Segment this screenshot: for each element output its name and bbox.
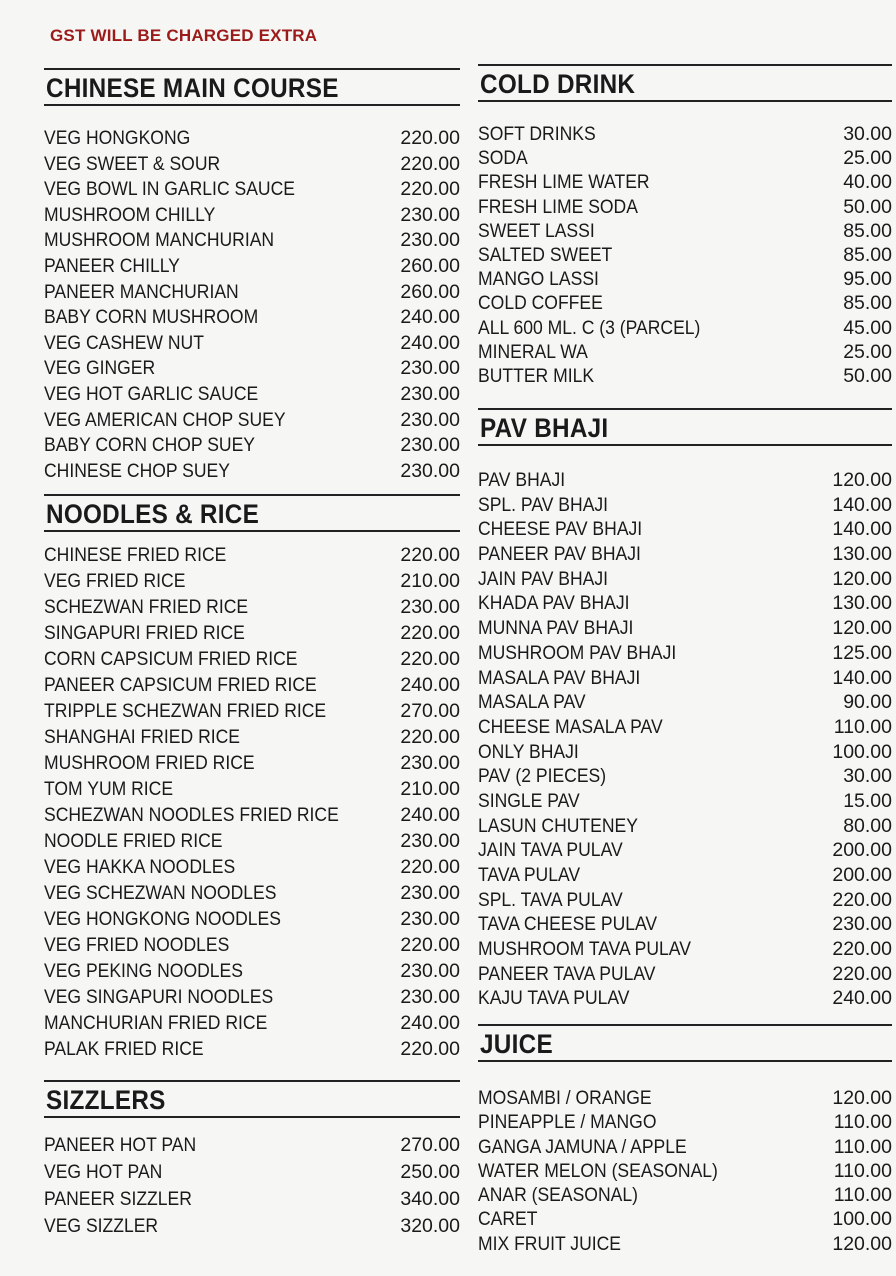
menu-item-name: VEG PEKING NOODLES: [44, 960, 243, 982]
menu-item: [478, 937, 892, 962]
menu-item: [44, 433, 460, 459]
menu-item-name: MASALA PAV BHAJI: [478, 666, 641, 689]
menu-item: [44, 984, 460, 1010]
menu-item-name: PANEER MANCHURIAN: [44, 280, 239, 303]
menu-item-price: 230.00: [400, 229, 460, 252]
menu-item-name: KHADA PAV BHAJI: [478, 592, 630, 615]
menu-item: [478, 316, 892, 340]
menu-item: [478, 912, 892, 937]
menu-item-name: MIX FRUIT JUICE: [478, 1232, 622, 1255]
menu-item-name: SODA: [478, 147, 528, 170]
section-title: SIZZLERS: [46, 1085, 166, 1115]
menu-item-name: SPL. TAVA PULAV: [478, 888, 623, 911]
menu-item-name: SINGAPURI FRIED RICE: [44, 622, 245, 644]
menu-item: [478, 1232, 892, 1256]
menu-item: [44, 305, 460, 331]
menu-item-price: 270.00: [400, 700, 460, 722]
menu-item: [44, 1213, 460, 1240]
menu-item-name: VEG HONGKONG: [44, 127, 191, 149]
menu-item-name: MUSHROOM TAVA PULAV: [478, 938, 691, 961]
menu-item-price: 220.00: [400, 152, 460, 175]
menu-item-price: 100.00: [832, 1208, 892, 1231]
menu-item-name: TRIPPLE SCHEZWAN FRIED RICE: [44, 700, 327, 722]
menu-item-price: 220.00: [832, 888, 892, 911]
menu-item-name: KAJU TAVA PULAV: [478, 987, 630, 1010]
menu-item: [44, 568, 460, 594]
menu-item-price: 110.00: [833, 715, 892, 738]
menu-item-price: 95.00: [843, 268, 892, 291]
menu-item-price: 230.00: [400, 357, 460, 380]
menu-item: [478, 146, 892, 170]
menu-item-name: BUTTER MILK: [478, 364, 595, 387]
menu-item-name: CORN CAPSICUM FRIED RICE: [44, 648, 298, 670]
menu-item-price: 80.00: [843, 814, 892, 837]
menu-item: [44, 698, 460, 724]
menu-item-price: 230.00: [400, 908, 460, 930]
menu-item-price: 230.00: [832, 913, 892, 936]
menu-item-name: VEG GINGER: [44, 357, 156, 380]
menu-item-price: 230.00: [400, 203, 460, 226]
menu-item: [478, 291, 892, 315]
menu-item-price: 110.00: [833, 1111, 892, 1134]
menu-item-price: 220.00: [400, 934, 460, 956]
menu-item: [44, 152, 460, 178]
menu-item-name: VEG HAKKA NOODLES: [44, 856, 236, 878]
menu-item-name: FRESH LIME WATER: [478, 171, 650, 194]
menu-item-name: COLD COFFEE: [478, 292, 603, 315]
menu-item-name: VEG HOT GARLIC SAUCE: [44, 382, 259, 405]
menu-item-price: 220.00: [832, 938, 892, 961]
menu-item-name: PINEAPPLE / MANGO: [478, 1111, 657, 1134]
menu-section: [44, 68, 460, 484]
section-title: JUICE: [480, 1029, 553, 1059]
menu-item-name: MUSHROOM FRIED RICE: [44, 752, 255, 774]
menu-item: [478, 740, 892, 765]
menu-item-list: [478, 1086, 892, 1256]
menu-item-price: 140.00: [832, 518, 892, 541]
menu-item-price: 230.00: [400, 382, 460, 405]
menu-item-price: 230.00: [400, 459, 460, 482]
menu-item: [478, 1207, 892, 1231]
menu-item: [478, 517, 892, 542]
menu-item-name: SALTED SWEET: [478, 243, 613, 266]
menu-item: [44, 1132, 460, 1159]
menu-item-name: NOODLE FRIED RICE: [44, 830, 223, 852]
menu-item-name: TAVA PULAV: [478, 864, 581, 886]
menu-item-name: PANEER HOT PAN: [44, 1134, 197, 1156]
menu-item-name: VEG HONGKONG NOODLES: [44, 908, 281, 930]
menu-item: [44, 750, 460, 776]
menu-item-name: MINERAL WA: [478, 340, 588, 363]
menu-item-name: PAV (2 PIECES): [478, 765, 607, 788]
section-header: [478, 408, 892, 446]
menu-item-name: PALAK FRIED RICE: [44, 1038, 204, 1060]
menu-item-price: 260.00: [400, 254, 460, 277]
section-header: [478, 64, 892, 102]
menu-item-price: 30.00: [843, 765, 892, 788]
menu-item-list: [478, 122, 892, 388]
menu-item-price: 220.00: [400, 1038, 460, 1060]
menu-item: [478, 591, 892, 616]
menu-item-name: SINGLE PAV: [478, 789, 580, 812]
menu-item-name: JAIN PAV BHAJI: [478, 567, 609, 590]
menu-item: [478, 567, 892, 592]
menu-item: [478, 122, 892, 146]
menu-item-price: 240.00: [400, 306, 460, 329]
menu-item-price: 100.00: [832, 740, 892, 763]
menu-item: [478, 1183, 892, 1207]
menu-item-name: VEG SIZZLER: [44, 1215, 159, 1237]
menu-item-price: 110.00: [833, 1184, 892, 1207]
menu-item-price: 240.00: [400, 1012, 460, 1034]
menu-item: [478, 986, 892, 1011]
menu-item-name: VEG FRIED NOODLES: [44, 934, 230, 956]
menu-item-price: 240.00: [400, 804, 460, 826]
menu-item: [478, 542, 892, 567]
menu-item: [478, 863, 892, 888]
menu-item: [44, 646, 460, 672]
menu-item: [478, 789, 892, 814]
menu-item: [44, 1159, 460, 1186]
menu-item-name: TAVA CHEESE PULAV: [478, 913, 658, 936]
menu-item: [478, 267, 892, 291]
section-title: PAV BHAJI: [480, 413, 609, 443]
menu-item-price: 85.00: [843, 243, 892, 266]
menu-item: [478, 641, 892, 666]
menu-item: [44, 382, 460, 408]
menu-item-price: 25.00: [843, 340, 892, 363]
menu-item-name: ANAR (SEASONAL): [478, 1184, 638, 1207]
menu-item-name: PANEER PAV BHAJI: [478, 543, 641, 566]
menu-item-name: ONLY BHAJI: [478, 740, 579, 763]
menu-item-price: 50.00: [843, 364, 892, 387]
menu-item-price: 140.00: [832, 493, 892, 516]
menu-item: [44, 958, 460, 984]
menu-item: [44, 280, 460, 306]
menu-item-name: VEG SWEET & SOUR: [44, 152, 221, 175]
menu-item-price: 220.00: [400, 648, 460, 670]
menu-item-price: 110.00: [833, 1135, 892, 1158]
menu-section: [478, 64, 892, 388]
menu-item-name: MUNNA PAV BHAJI: [478, 617, 634, 640]
menu-item: [478, 493, 892, 518]
menu-item-price: 30.00: [843, 123, 892, 145]
menu-item-name: SOFT DRINKS: [478, 123, 596, 145]
section-header: [44, 1080, 460, 1118]
section-title: CHINESE MAIN COURSE: [46, 73, 339, 103]
menu-item: [44, 880, 460, 906]
menu-item-price: 50.00: [843, 195, 892, 218]
menu-item: [478, 195, 892, 219]
menu-item-name: BABY CORN CHOP SUEY: [44, 434, 255, 457]
menu-item: [478, 764, 892, 789]
menu-item-price: 320.00: [400, 1215, 460, 1237]
menu-item: [478, 243, 892, 267]
menu-item-name: JAIN TAVA PULAV: [478, 839, 623, 862]
menu-item-price: 90.00: [843, 691, 892, 714]
section-title: COLD DRINK: [480, 69, 636, 99]
menu-item-name: CHINESE CHOP SUEY: [44, 459, 230, 482]
menu-item-price: 120.00: [832, 617, 892, 640]
menu-item: [44, 1186, 460, 1213]
menu-item-name: CHEESE MASALA PAV: [478, 715, 663, 738]
menu-section: [44, 1080, 460, 1240]
menu-item-price: 200.00: [832, 864, 892, 886]
menu-item-name: MANGO LASSI: [478, 268, 599, 291]
menu-item-price: 120.00: [832, 469, 892, 491]
menu-item-name: WATER MELON (SEASONAL): [478, 1159, 718, 1182]
menu-item-price: 110.00: [833, 1159, 892, 1182]
menu-item-name: ALL 600 ML. C (3 (PARCEL): [478, 316, 701, 339]
menu-item: [478, 340, 892, 364]
menu-item-price: 230.00: [400, 882, 460, 904]
menu-item: [478, 666, 892, 691]
menu-item-price: 220.00: [400, 726, 460, 748]
menu-section: [44, 494, 460, 1062]
menu-item: [478, 1110, 892, 1134]
menu-item: [44, 932, 460, 958]
section-title: NOODLES & RICE: [46, 499, 260, 529]
menu-item-price: 130.00: [832, 543, 892, 566]
menu-item: [44, 828, 460, 854]
menu-item-price: 230.00: [400, 752, 460, 774]
menu-item-name: SHANGHAI FRIED RICE: [44, 726, 241, 748]
menu-item: [478, 838, 892, 863]
menu-item-name: CHINESE FRIED RICE: [44, 544, 227, 566]
section-header: [44, 68, 460, 106]
menu-item: [44, 594, 460, 620]
gst-notice: GST WILL BE CHARGED EXTRA: [50, 26, 318, 45]
menu-item: [44, 1010, 460, 1036]
menu-item-price: 120.00: [832, 1232, 892, 1255]
menu-item-price: 120.00: [832, 567, 892, 590]
menu-item-name: PAV BHAJI: [478, 469, 566, 491]
menu-item: [44, 854, 460, 880]
menu-section: [478, 408, 892, 1011]
menu-item-list: [478, 468, 892, 1011]
menu-item-price: 340.00: [400, 1188, 460, 1210]
menu-item: [44, 331, 460, 357]
menu-item-name: VEG SCHEZWAN NOODLES: [44, 882, 277, 904]
menu-item: [44, 126, 460, 152]
menu-item-price: 210.00: [400, 778, 460, 800]
menu-item-name: PANEER CAPSICUM FRIED RICE: [44, 674, 317, 696]
menu-section: [478, 1024, 892, 1256]
menu-item: [478, 814, 892, 839]
menu-item-name: MUSHROOM PAV BHAJI: [478, 641, 677, 664]
menu-item: [44, 177, 460, 203]
menu-item-name: GANGA JAMUNA / APPLE: [478, 1135, 687, 1158]
menu-item: [44, 776, 460, 802]
menu-item-price: 40.00: [843, 171, 892, 194]
menu-item-name: SWEET LASSI: [478, 219, 595, 242]
menu-item-price: 120.00: [832, 1087, 892, 1109]
menu-item-name: BABY CORN MUSHROOM: [44, 306, 259, 329]
menu-item-name: MANCHURIAN FRIED RICE: [44, 1012, 268, 1034]
menu-item-name: LASUN CHUTENEY: [478, 814, 638, 837]
menu-item-price: 200.00: [832, 839, 892, 862]
menu-item-name: MASALA PAV: [478, 691, 586, 714]
menu-item-name: PANEER SIZZLER: [44, 1188, 192, 1210]
menu-item-price: 220.00: [400, 856, 460, 878]
menu-item-price: 230.00: [400, 434, 460, 457]
menu-item-price: 130.00: [832, 592, 892, 615]
menu-item-name: SCHEZWAN FRIED RICE: [44, 596, 249, 618]
menu-item: [478, 468, 892, 493]
menu-item-name: MOSAMBI / ORANGE: [478, 1087, 652, 1109]
menu-item-price: 25.00: [843, 147, 892, 170]
menu-item-price: 240.00: [400, 674, 460, 696]
menu-item-price: 210.00: [400, 570, 460, 592]
menu-item-name: MUSHROOM CHILLY: [44, 203, 216, 226]
menu-item: [44, 203, 460, 229]
menu-item-name: VEG FRIED RICE: [44, 570, 186, 592]
menu-item: [478, 1086, 892, 1110]
menu-item-price: 230.00: [400, 830, 460, 852]
menu-item-list: [44, 126, 460, 484]
menu-item-price: 45.00: [843, 316, 892, 339]
menu-item: [44, 408, 460, 434]
menu-item-price: 220.00: [400, 622, 460, 644]
menu-item: [44, 356, 460, 382]
menu-item-name: CHEESE PAV BHAJI: [478, 518, 643, 541]
menu-item-price: 220.00: [832, 962, 892, 985]
menu-item: [44, 1036, 460, 1062]
menu-item-name: VEG BOWL IN GARLIC SAUCE: [44, 178, 295, 201]
menu-item: [478, 1159, 892, 1183]
menu-item-name: PANEER TAVA PULAV: [478, 962, 656, 985]
menu-item-price: 270.00: [400, 1134, 460, 1156]
menu-item-price: 230.00: [400, 960, 460, 982]
menu-item: [44, 459, 460, 485]
menu-item-price: 85.00: [843, 219, 892, 242]
menu-item-list: [44, 1132, 460, 1240]
menu-item: [478, 219, 892, 243]
menu-item: [478, 170, 892, 194]
menu-item-price: 220.00: [400, 544, 460, 566]
menu-item: [44, 254, 460, 280]
menu-item: [44, 672, 460, 698]
menu-item: [44, 724, 460, 750]
menu-item: [478, 690, 892, 715]
menu-item-name: PANEER CHILLY: [44, 254, 180, 277]
menu-item: [478, 1135, 892, 1159]
menu-item-price: 230.00: [400, 408, 460, 431]
menu-item-name: SPL. PAV BHAJI: [478, 493, 609, 516]
menu-item-price: 250.00: [400, 1161, 460, 1183]
menu-item-price: 240.00: [400, 331, 460, 354]
menu-item: [44, 542, 460, 568]
menu-item-name: MUSHROOM MANCHURIAN: [44, 229, 275, 252]
menu-item-price: 85.00: [843, 292, 892, 315]
menu-item-name: VEG AMERICAN CHOP SUEY: [44, 408, 286, 431]
menu-item: [44, 906, 460, 932]
menu-item: [478, 962, 892, 987]
menu-item-price: 220.00: [400, 127, 460, 149]
menu-item-name: TOM YUM RICE: [44, 778, 174, 800]
menu-item-price: 15.00: [843, 789, 892, 812]
menu-item-price: 230.00: [400, 596, 460, 618]
section-header: [478, 1024, 892, 1062]
menu-item: [44, 228, 460, 254]
menu-item-price: 260.00: [400, 280, 460, 303]
menu-item-price: 230.00: [400, 986, 460, 1008]
menu-item: [44, 802, 460, 828]
menu-item: [478, 715, 892, 740]
menu-item-price: 220.00: [400, 178, 460, 201]
menu-item-name: VEG HOT PAN: [44, 1161, 163, 1183]
menu-item: [478, 888, 892, 913]
menu-item: [44, 620, 460, 646]
menu-item-name: SCHEZWAN NOODLES FRIED RICE: [44, 804, 339, 826]
menu-item: [478, 616, 892, 641]
menu-item-name: CARET: [478, 1208, 538, 1231]
menu-item-name: FRESH LIME SODA: [478, 195, 638, 218]
menu-item-name: VEG SINGAPURI NOODLES: [44, 986, 274, 1008]
menu-item-list: [44, 542, 460, 1062]
menu-item-name: VEG CASHEW NUT: [44, 331, 204, 354]
menu-item: [478, 364, 892, 388]
menu-item-price: 125.00: [832, 641, 892, 664]
menu-item-price: 240.00: [832, 987, 892, 1010]
menu-item-price: 140.00: [832, 666, 892, 689]
section-header: [44, 494, 460, 532]
